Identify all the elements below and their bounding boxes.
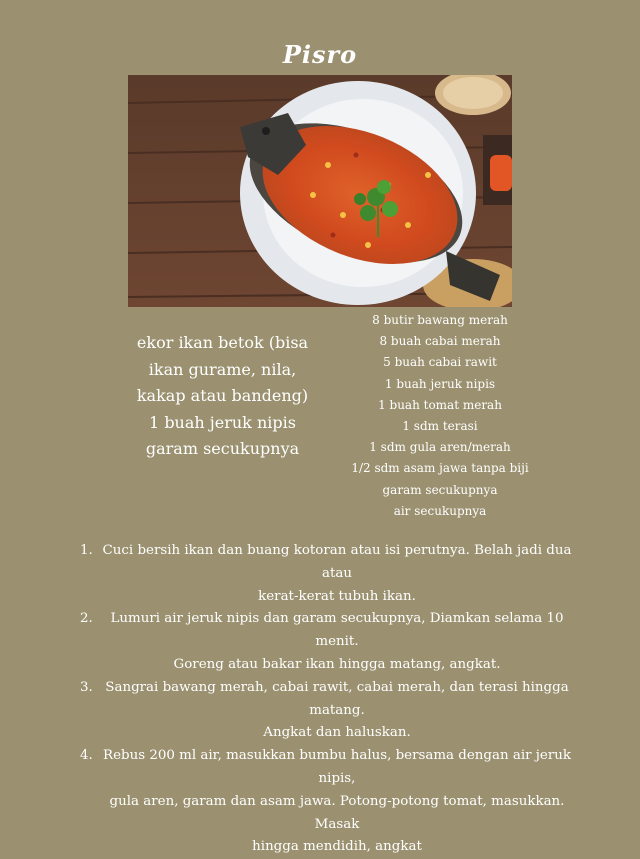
step-number: 1. — [80, 543, 93, 558]
step-number: 4. — [80, 748, 93, 764]
ingredients-right-list — [335, 310, 545, 522]
step-item — [72, 677, 582, 745]
ingredient-line: 1 sdm gula aren/merah — [369, 440, 511, 455]
ingredient-line: ikan gurame, nila, — [148, 359, 297, 379]
ingredient-line: 8 buah cabai merah — [379, 334, 501, 349]
step-text-line: kerat-kerat tubuh ikan. — [258, 588, 416, 604]
ingredient-line: air secukupnya — [393, 503, 487, 518]
step-text-line: Rebus 200 ml air, masukkan bumbu halus, bersama dengan air jeruk nipis, — [103, 748, 571, 786]
ingredient-line: 1 buah tomat merah — [378, 397, 502, 412]
step-text-line: Lumuri air jeruk nipis dan garam secukupnya, Diamkan selama 10 menit. — [110, 611, 564, 650]
step-number: 2. — [80, 611, 93, 627]
ingredient-line: 1 buah jeruk nipis — [149, 412, 296, 432]
grilled-fish-plate-photo — [128, 75, 512, 307]
instruction-steps — [72, 540, 582, 859]
step-text-line: gula aren, garam dan asam jawa. Potong-potong tomat, masukkan. Masak — [109, 793, 565, 832]
ingredient-line: 1 sdm terasi — [402, 419, 478, 434]
step-text-line: Cuci bersih ikan dan buang kotoran atau isi perutnya. Belah jadi dua atau — [102, 543, 572, 581]
step-text-line: Goreng atau bakar ikan hingga matang, angkat. — [173, 656, 501, 672]
ingredient-line: 1/2 sdm asam jawa tanpa biji — [351, 461, 529, 476]
ingredient-line: 1 buah jeruk nipis — [384, 376, 496, 391]
step-text-line: Sangrai bawang merah, cabai rawit, cabai merah, dan terasi hingga matang. — [105, 679, 569, 718]
step-item — [72, 540, 582, 608]
ingredient-line: kakap atau bandeng) — [136, 386, 309, 405]
recipe-title: Pisro — [282, 40, 358, 69]
step-item — [72, 608, 582, 676]
ingredient-line: 8 butir bawang merah — [372, 313, 508, 327]
ingredient-line: garam secukupnya — [145, 439, 300, 458]
step-item — [72, 745, 582, 859]
step-text-line: hingga mendidih, angkat — [252, 839, 422, 855]
step-number: 3. — [80, 679, 93, 695]
ingredient-line: garam secukupnya — [382, 482, 498, 497]
step-text-line: Angkat dan haluskan. — [263, 725, 411, 741]
ingredient-line: 5 buah cabai rawit — [383, 355, 497, 370]
ingredients-left-list — [120, 330, 325, 463]
ingredient-line: ekor ikan betok (bisa — [136, 333, 309, 352]
